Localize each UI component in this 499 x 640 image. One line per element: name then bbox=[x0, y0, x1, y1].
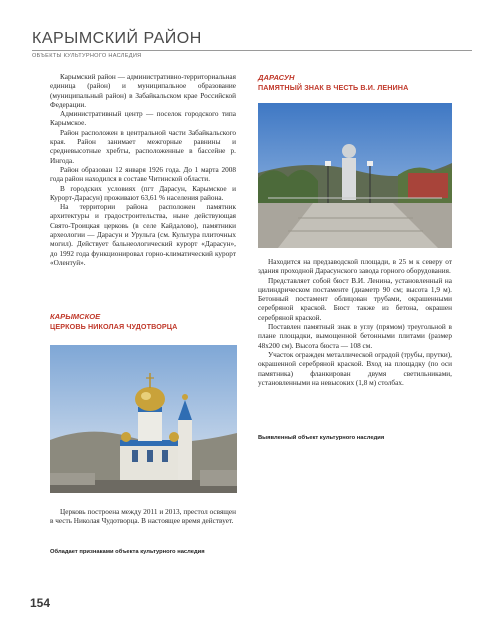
church-description: Церковь построена между 2011 и 2013, престол освящен в честь Николая Чудотворца. В настоящее время действует. bbox=[50, 508, 236, 526]
left-column bbox=[50, 73, 236, 268]
church-heritage-note: Обладает признаками объекта культурного наследия bbox=[50, 549, 205, 555]
page-number: 154 bbox=[30, 596, 51, 610]
page-header bbox=[32, 30, 472, 59]
intro-paragraph: В городских условиях (пгт Дарасун, Карымское и Курорт-Дарасун) проживают 63,61 % населения района. bbox=[50, 184, 236, 202]
church-section bbox=[50, 312, 236, 332]
page-title: КАРЫМСКИЙ РАЙОН bbox=[32, 30, 202, 47]
monument-paragraph: Находится на предзаводской площади, в 25 м к северу от здания проходной Дарасунского завода горного оборудования. bbox=[258, 258, 452, 276]
monument-photo bbox=[258, 103, 452, 248]
monument-heritage-note: Выявленный объект культурного наследия bbox=[258, 435, 385, 441]
church-photo bbox=[50, 345, 237, 493]
intro-paragraph: Район образован 12 января 1926 года. До 1 марта 2008 года район находился в составе Читинской области. bbox=[50, 165, 236, 184]
monument-paragraph: Представляет собой бюст В.И. Ленина, установленный на цилиндрическом постаменте (диаметр 90 см; высота 1,9 м). Бетонный постамент облицован трубами, окрашенными серебряной краской. Бюст также из бетона, окрашен серебряной краской. bbox=[258, 276, 452, 322]
monument-heading: ПАМЯТНЫЙ ЗНАК В ЧЕСТЬ В.И. ЛЕНИНА bbox=[258, 83, 409, 92]
intro-paragraph: Карымский район — административно-территориальная единица (район) и муниципальное образование (муниципальный район) в Забайкальском крае Российской Федерации. bbox=[50, 73, 236, 109]
church-heading: ЦЕРКОВЬ НИКОЛАЯ ЧУДОТВОРЦА bbox=[50, 322, 178, 331]
page-subtitle: ОБЪЕКТЫ КУЛЬТУРНОГО НАСЛЕДИЯ bbox=[32, 53, 142, 59]
right-column bbox=[258, 73, 452, 93]
intro-paragraph: На территории района расположен памятник архитектуры и градостроительства, ныне действующая Свято-Троицкая церковь (в селе Кайдалово), памятники археологии — Дарасун и Урульга (см. Культура плиточных могил). Действует бальнеологический курорт «Дарасун», до 1992 года функционировал горно-климатический курорт «Олентуй». bbox=[50, 203, 236, 267]
intro-paragraph: Район расположен в центральной части Забайкальского края. Район занимает межгорные равнины и средневысотные хребты, расположенные в бассейне р. Ингода. bbox=[50, 128, 236, 165]
church-location: КАРЫМСКОЕ bbox=[50, 312, 101, 321]
header-divider bbox=[32, 50, 472, 51]
monument-paragraph: Поставлен памятный знак в углу (прямом) треугольной в плане площадки, вымощенной бетонными плитами (размер 48х200 см). Высота бюста — 108 см. bbox=[258, 323, 452, 350]
intro-paragraph: Административный центр — поселок городского типа Карымское. bbox=[50, 110, 236, 128]
monument-paragraph: Участок огражден металлической оградой (трубы, прутки), окрашенной серебряной краской. Вход на площадку (по оси памятника) фланкирован двумя светильниками, установленными на невысоких (1,8 м) столбах. bbox=[258, 350, 452, 387]
church-body bbox=[50, 508, 236, 527]
monument-body bbox=[258, 258, 452, 388]
monument-location: ДАРАСУН bbox=[258, 73, 295, 82]
